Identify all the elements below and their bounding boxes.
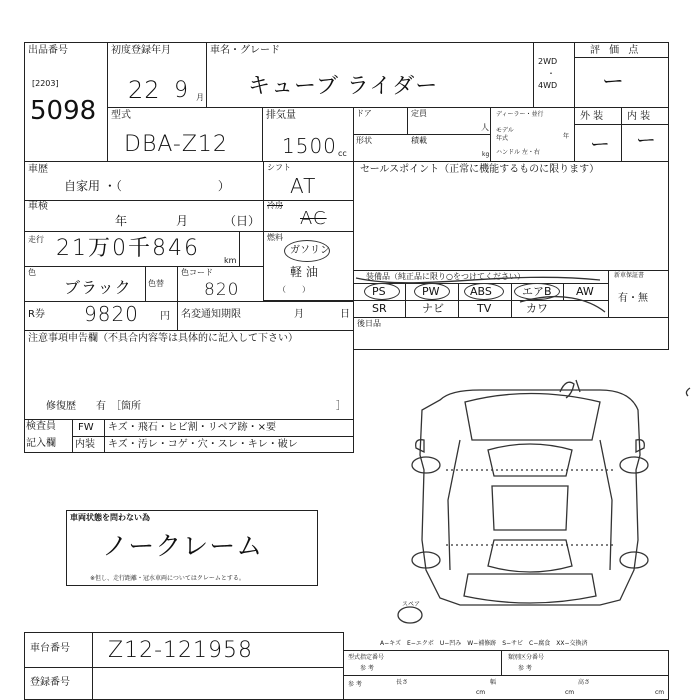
dealer-label: ディーラー・並行 xyxy=(496,111,544,118)
damage-legend: A−キズ E−エクボ U−凹み W−補修跡 S−サビ C−腐食 XX−交換済 xyxy=(380,640,588,647)
reg-label: 登録番号 xyxy=(30,677,70,688)
shift-label: シフト xyxy=(267,163,291,172)
type-value: DBA-Z12 xyxy=(124,132,228,157)
chassis-value: Z12-121958 xyxy=(108,638,253,663)
category-ref: 参 考 xyxy=(518,665,532,672)
drive-4wd: 4WD xyxy=(538,81,558,90)
drive-dot: ・ xyxy=(547,69,555,78)
history-label: 車歴 xyxy=(28,164,48,175)
first-reg-label: 初度登録年月 xyxy=(111,45,171,56)
recycle-unit: 円 xyxy=(160,311,170,322)
stamp-footer: ※但し、走行距離・冠水車両についてはクレームとする。 xyxy=(90,575,245,582)
category-label: 類別区分番号 xyxy=(508,654,545,661)
spare-tire xyxy=(398,607,422,623)
wheel-front-right xyxy=(620,457,648,473)
mileage-unit: km xyxy=(224,256,237,265)
name-change-month: 月 xyxy=(294,309,304,320)
color-label: 色 xyxy=(28,268,36,277)
fw-text: キズ・飛石・ヒビ割・リペア跡・×要 xyxy=(108,422,276,433)
capacity-label: 定員 xyxy=(411,109,427,118)
car-rear-window xyxy=(488,540,572,572)
name-change-label: 名変通知期限 xyxy=(181,309,241,320)
score-value: ー xyxy=(602,70,625,95)
sales-point-label: セールスポイント（正常に機能するものに限ります） xyxy=(360,164,600,175)
lot-label: 出品番号 xyxy=(28,45,68,56)
displacement-unit: cc xyxy=(338,149,347,158)
color-value: ブラック xyxy=(64,278,132,297)
ac-value: AC xyxy=(300,208,327,229)
recycle-label: R券 xyxy=(28,309,45,320)
color-code-label: 色コード xyxy=(181,268,213,277)
color-changed-label: 色替 xyxy=(148,279,164,288)
capacity-unit: 人 xyxy=(481,123,489,132)
dim-height-unit: cm xyxy=(655,689,665,696)
equip-leather: カワ xyxy=(526,302,548,315)
door-label: ドア xyxy=(356,109,372,118)
history-value: 自家用 ・（ ） xyxy=(64,179,230,193)
reg-row xyxy=(24,667,344,700)
exterior-value: ー xyxy=(590,132,610,156)
fw-label: FW xyxy=(78,422,94,433)
equip-pw: PW xyxy=(422,285,440,298)
fuel-gasoline: ガソリン xyxy=(290,245,330,256)
stamp-title: 車両状態を問わない為 xyxy=(70,513,150,522)
spare-label: スペア xyxy=(402,601,421,608)
type-designation-label: 型式指定番号 xyxy=(348,654,385,661)
ac-label: 冷房 xyxy=(267,201,283,210)
dim-length-label: 長さ xyxy=(396,679,409,686)
equip-tv: TV xyxy=(477,302,492,315)
displacement-label: 排気量 xyxy=(266,110,296,121)
car-trunk xyxy=(464,574,596,603)
warranty-label: 新車保証書 xyxy=(614,272,645,279)
dim-width-label: 幅 xyxy=(490,679,497,686)
first-reg-year: 22 xyxy=(128,76,161,104)
color-code-value: 820 xyxy=(204,280,240,300)
equip-aw: AW xyxy=(576,285,594,298)
drive-2wd: 2WD xyxy=(538,57,558,66)
inspection-month: 月 xyxy=(176,214,189,228)
equip-airbag: エアB xyxy=(522,285,552,298)
mileage-value: 21万0千846 xyxy=(56,236,200,261)
inspection-label: 車検 xyxy=(28,201,48,212)
type-designation-ref: 参 考 xyxy=(360,665,374,672)
equip-abs: ABS xyxy=(470,285,492,298)
equip-navi: ナビ xyxy=(422,302,444,315)
warranty-value: 有・無 xyxy=(618,293,648,304)
month-unit: 月 xyxy=(196,93,204,102)
handle-label: ハンドル 左・右 xyxy=(496,149,540,156)
score-label: 評 価 点 xyxy=(590,45,642,56)
dim-length-unit: cm xyxy=(476,689,486,696)
recycle-value: 9820 xyxy=(84,302,139,326)
interior-insp-text: キズ・汚レ・コゲ・穴・スレ・キレ・破レ xyxy=(108,439,298,450)
fuel-light-oil: 軽 油 xyxy=(290,265,318,279)
repair-end: ］ xyxy=(336,401,346,412)
shape-label: 形状 xyxy=(356,136,372,145)
fuel-label: 燃料 xyxy=(267,233,283,242)
equipment-label: 装備品（純正品に限り○をつけてください） xyxy=(366,272,525,281)
year-unit: 年 xyxy=(563,133,570,140)
equip-ps: PS xyxy=(372,285,386,298)
chassis-label: 車台番号 xyxy=(30,643,70,654)
lot-code: [2203] xyxy=(32,79,59,88)
car-hood xyxy=(465,394,600,441)
car-name: キューブ ライダー xyxy=(248,74,439,99)
model-grade-label: 車名・グレード xyxy=(210,45,280,56)
interior-label: 内 装 xyxy=(627,111,651,122)
inspection-day: （日） xyxy=(224,214,261,228)
model-year-label: モデル年式 xyxy=(496,127,514,142)
name-change-day: 日 xyxy=(340,309,350,320)
stamp-main: ノークレーム xyxy=(102,532,264,562)
dimensions-row xyxy=(343,675,669,700)
exterior-label: 外 装 xyxy=(580,111,604,122)
car-roof xyxy=(492,486,568,530)
notes-label: 注意事項申告欄（不具合内容等は具体的に記入して下さい） xyxy=(28,333,298,344)
interior-insp-label: 内装 xyxy=(75,439,95,450)
first-reg-month: 9 xyxy=(174,78,189,103)
inspector-label-2: 記入欄 xyxy=(26,438,56,449)
aftermarket-label: 後日品 xyxy=(357,319,381,328)
lot-number: 5098 xyxy=(30,96,97,126)
fuel-blank: （ ） xyxy=(278,285,310,294)
car-body-outline xyxy=(420,390,640,605)
inspector-label-1: 検査員 xyxy=(26,421,56,432)
repair-label: 修復歴 有 ［箇所 xyxy=(46,401,141,412)
mileage-label: 走行 xyxy=(28,235,44,244)
car-windshield xyxy=(488,444,572,476)
wheel-front-left xyxy=(412,457,440,473)
shift-value: AT xyxy=(290,174,317,198)
type-label: 型式 xyxy=(111,110,131,121)
inspection-year: 年 xyxy=(115,214,128,228)
interior-value: ー xyxy=(636,128,656,152)
dim-ref-label: 参 考 xyxy=(348,681,362,688)
equip-sr: SR xyxy=(372,302,387,315)
dim-width-unit: cm xyxy=(565,689,575,696)
displacement-value: 1500 xyxy=(282,134,337,158)
dim-height-label: 高さ xyxy=(578,679,591,686)
load-unit: kg xyxy=(482,151,490,158)
load-label: 積載 xyxy=(411,136,427,145)
